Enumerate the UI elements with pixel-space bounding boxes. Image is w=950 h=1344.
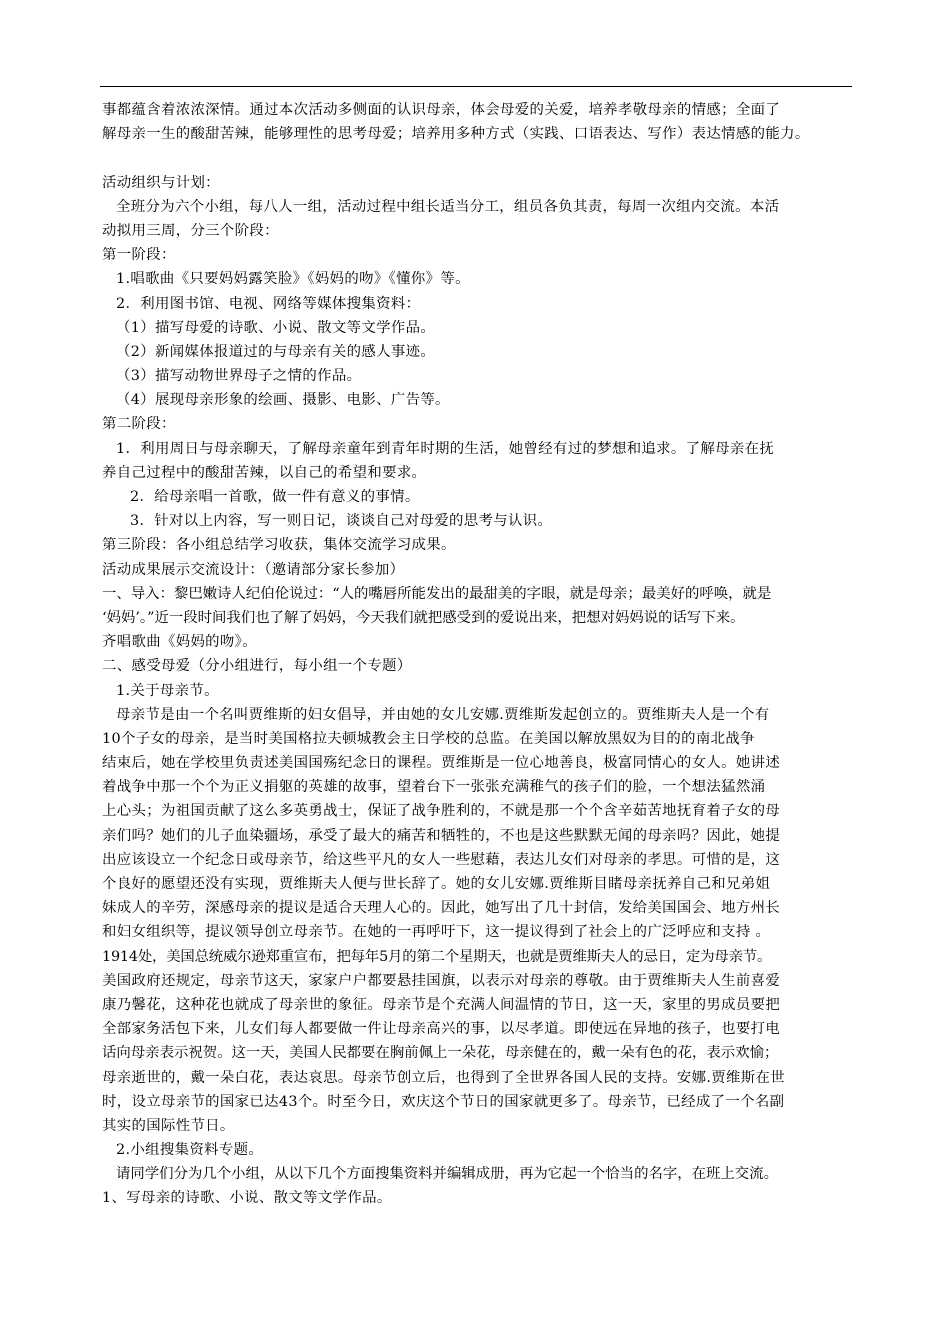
blank-line	[102, 146, 854, 170]
paragraph-line: 康乃馨花，这种花也就成了母亲世的象征。母亲节是个充满人间温情的节日，这一天，家里的男成员要把	[102, 996, 781, 1013]
paragraph-line: 请同学们分为几个小组，从以下几个方面搜集资料并编辑成册，再为它起一个恰当的名字，在班上交流。	[116, 1166, 778, 1183]
paragraph-line: 出应该设立一个纪念日或母亲节，给这些平凡的女人一些慰藉，表达儿女们对母亲的孝思。可惜的是，这	[102, 851, 781, 868]
list-item: 1.唱歌曲《只要妈妈露笑脸》《妈妈的吻》《懂你》等。	[116, 271, 470, 288]
list-item: 2．给母亲唱一首歌，做一件有意义的事情。	[130, 489, 420, 505]
paragraph-line: 母亲逝世的，戴一朵白花，表达哀思。母亲节创立后，也得到了全世界各国人民的支持。安娜.贾维斯在世	[102, 1069, 785, 1086]
list-item: 2．利用图书馆、电视、网络等媒体搜集资料：	[116, 295, 421, 312]
paragraph-line: 解母亲一生的酸甜苦辣，能够理性的思考母爱；培养用多种方式（实践、口语表达、写作）表达情感的能力。	[102, 126, 810, 143]
section-heading: 活动成果展示交流设计：（邀请部分家长参加）	[102, 561, 405, 578]
paragraph-line: 结束后，她在学校里负责述美国国殇纪念日的课程。贾维斯是一位心地善良，极富同情心的女人。她讲述	[102, 755, 781, 772]
paragraph-line: 养自己过程中的酸甜苦辣，以自己的希望和要求。	[102, 464, 427, 481]
list-item: （4）展现母亲形象的绘画、摄影、电影、广告等。	[116, 392, 450, 409]
document-body	[102, 98, 854, 1211]
subsection-heading: 1.关于母亲节。	[116, 682, 219, 699]
list-item: 3．针对以上内容，写一则日记，谈谈自己对母爱的思考与认识。	[130, 513, 553, 530]
paragraph-line: 母亲节是由一个名叫贾维斯的妇女倡导，并由她的女儿安娜.贾维斯发起创立的。贾维斯夫人是一个有	[116, 706, 770, 723]
paragraph-line: 亲们吗？她们的儿子血染疆场，承受了最大的痛苦和牺牲的，不也是这些默默无闻的母亲吗？因此，她提	[102, 827, 781, 844]
stage-heading: 第一阶段：	[102, 247, 176, 264]
list-item: （1）描写母爱的诗歌、小说、散文等文学作品。	[116, 319, 436, 336]
subsection-heading: 2.小组搜集资料专题。	[116, 1142, 264, 1159]
paragraph-line: 时，设立母亲节的国家已达43个。时至今日，欢庆这个节日的国家就更多了。母亲节，已经成了一个名副	[102, 1093, 785, 1110]
paragraph-line: 个良好的愿望还没有实现，贾维斯夫人便与世长辞了。她的女儿安娜.贾维斯目睹母亲抚养自己和兄弟姐	[102, 876, 771, 892]
header-rule	[100, 86, 852, 87]
section-heading: 活动组织与计划：	[102, 174, 220, 191]
paragraph-line: 10个子女的母亲，是当时美国格拉夫顿城教会主日学校的总监。在美国以解放黑奴为目的的南北战争	[102, 730, 755, 747]
paragraph-line: 1914处，美国总统威尔逊郑重宣布，把每年5月的第二个星期天，也就是贾维斯夫人的忌日，定为母亲节。	[102, 948, 772, 965]
list-item: 1．利用周日与母亲聊天，了解母亲童年到青年时期的生活，她曾经有过的梦想和追求。了解母亲在抚	[116, 440, 775, 457]
paragraph-line: 事都蕴含着浓浓深情。通过本次活动多侧面的认识母亲，体会母爱的关爱，培养孝敬母亲的情感；全面了	[102, 102, 781, 118]
section-heading: 二、感受母爱（分小组进行，每小组一个专题）	[102, 658, 412, 675]
list-item: 1、写母亲的诗歌、小说、散文等文学作品。	[102, 1190, 392, 1207]
paragraph-line: 一、导入：黎巴嫩诗人纪伯伦说过：“人的嘴唇所能发出的最甜美的字眼，就是母亲；最美好的呼唤，就是	[102, 585, 772, 602]
paragraph-line: 话向母亲表示祝贺。这一天，美国人民都要在胸前佩上一朵花，母亲健在的，戴一朵有色的花，表示欢愉；	[102, 1045, 779, 1062]
paragraph-line: 齐唱歌曲《妈妈的吻》。	[102, 634, 257, 651]
stage-heading: 第三阶段：各小组总结学习收获，集体交流学习成果。	[102, 537, 456, 554]
paragraph-line: 动拟用三周，分三个阶段：	[102, 222, 279, 239]
paragraph-line: 全班分为六个小组，每八人一组，活动过程中组长适当分工，组员各负其责，每周一次组内交流。本活	[116, 198, 780, 215]
stage-heading: 第二阶段：	[102, 416, 176, 433]
paragraph-line: 美国政府还规定，母亲节这天，家家户户都要悬挂国旗，以表示对母亲的尊敬。由于贾维斯夫人生前喜爱	[102, 972, 781, 989]
paragraph-line: 上心头；为祖国贡献了这么多英勇战士，保证了战争胜利的，不就是那一个个含辛茹苦地抚育着子女的母	[102, 803, 781, 820]
paragraph-line: ‘妈妈’。”近一段时间我们也了解了妈妈，今天我们就把感受到的爱说出来，把想对妈妈说的话写下来。	[102, 609, 745, 626]
paragraph-line: 妹成人的辛劳，深感母亲的提议是适合天理人心的。因此，她写出了几十封信，发给美国国会、地方州长	[102, 900, 781, 917]
list-item: （3）描写动物世界母子之情的作品。	[116, 368, 362, 385]
list-item: （2）新闻媒体报道过的与母亲有关的感人事迹。	[116, 343, 436, 360]
paragraph-line: 着战争中那一个个为正义捐躯的英雄的故事，望着台下一张张充满稚气的孩子们的脸，一个想法猛然涌	[102, 779, 766, 796]
paragraph-line: 全部家务活包下来，儿女们每人都要做一件让母亲高兴的事，以尽孝道。即使远在异地的孩子，也要打电	[102, 1021, 781, 1038]
paragraph-line: 和妇女组织等，提议领导创立母亲节。在她的一再呼吁下，这一提议得到了社会上的广泛呼应和支持 。	[102, 924, 771, 941]
paragraph-line: 其实的国际性节日。	[102, 1117, 235, 1134]
